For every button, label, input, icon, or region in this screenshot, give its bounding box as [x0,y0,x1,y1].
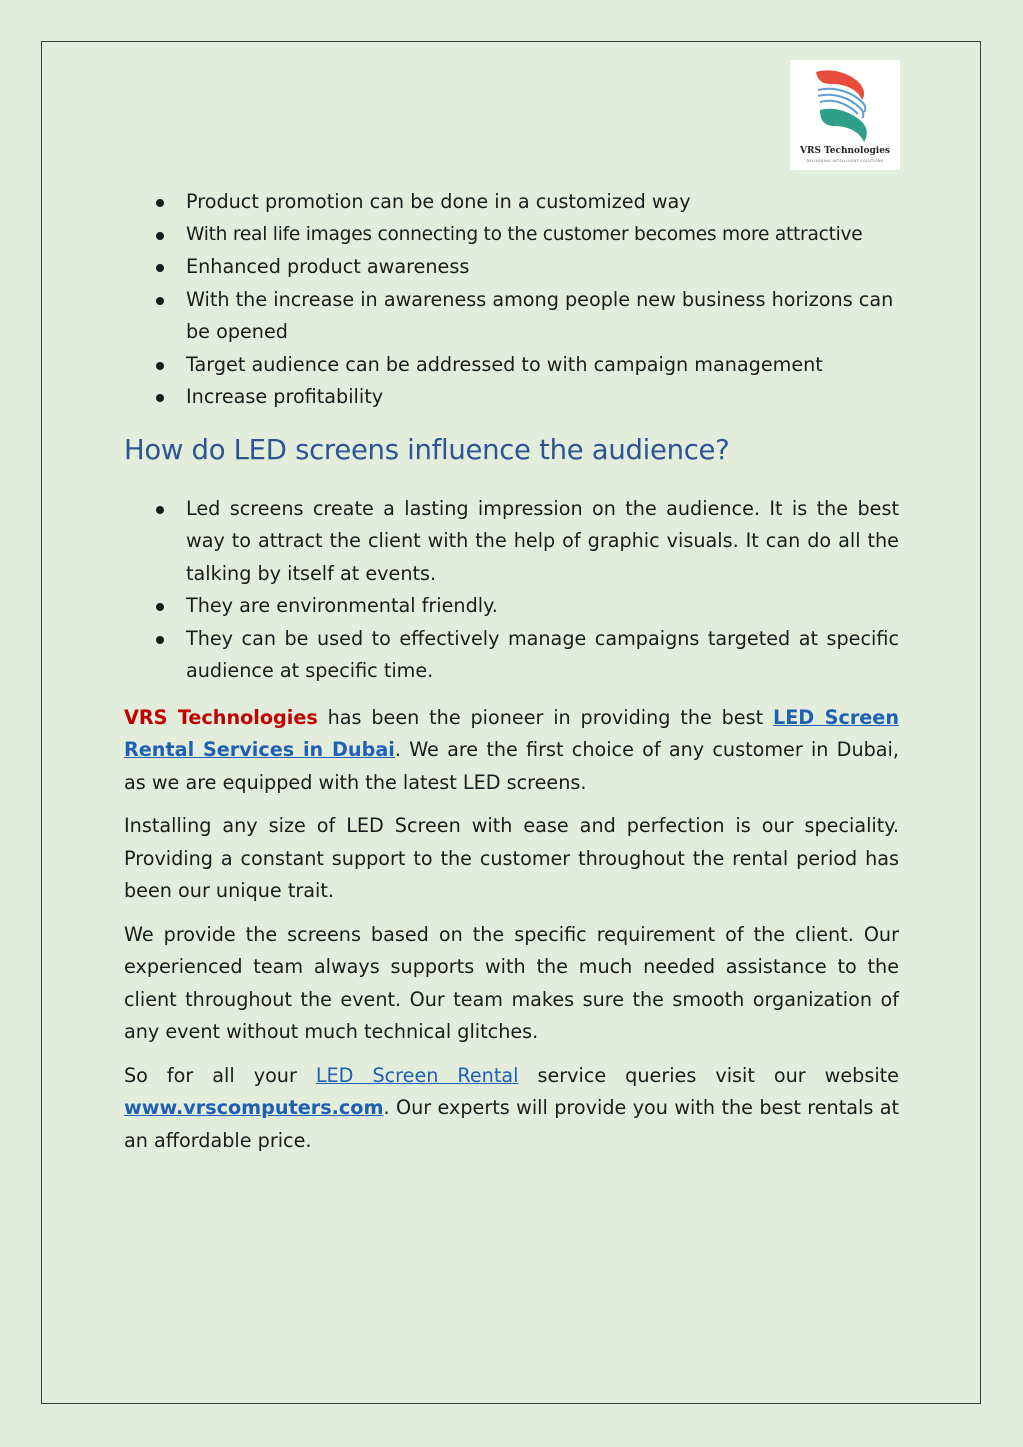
list-item: Led screens create a lasting impression on the audience. It is the best way to attract the client with the help of graphic visuals. It can do all the talking by itself at events. [124,493,899,591]
bullet-icon [156,362,164,370]
list-item: They are environmental friendly. [124,590,899,623]
list-item: With the increase in awareness among people new business horizons can be opened [124,284,899,349]
paragraph-intro: VRS Technologies has been the pioneer in providing the best LED Screen Rental Services in Dubai. We are the first choice of any customer in Dubai, as we are equipped with the latest LED screens. [124,705,899,794]
paragraph-installation: Installing any size of LED Screen with ease and perfection is our speciality. Providing a constant support to the customer throughout the rental period has been our unique trait. [124,814,899,902]
list-item: Target audience can be addressed to with campaign management [124,349,899,382]
bullet-icon [156,506,164,514]
list-item: With real life images connecting to the customer becomes more attractive [124,219,899,252]
document-body [124,186,899,1157]
website-link[interactable]: www.vrscomputers.com [124,1096,384,1119]
led-rental-dubai-link[interactable]: LED Screen Rental Services in Dubai [124,705,899,761]
logo-tagline: DELIVERING INTELLIGENT SOLUTIONS [806,159,884,163]
section-heading: How do LED screens influence the audience? [124,433,730,466]
bullet-icon [156,394,164,402]
company-logo [790,60,900,170]
list-item: Increase profitability [124,381,899,414]
benefits-list [124,186,899,414]
brand-name: VRS Technologies [124,705,318,729]
bullet-icon [156,636,164,644]
bullet-icon [156,232,164,240]
influence-list [124,493,899,688]
paragraph-contact: So for all your LED Screen Rental service queries visit our website www.vrscomputers.com. Our experts will provide you with the best rentals at an affordable price. [124,1063,899,1152]
logo-company-name: VRS Technologies [800,146,890,156]
list-item: Enhanced product awareness [124,251,899,284]
bullet-icon [156,199,164,207]
paragraph-requirements: We provide the screens based on the specific requirement of the client. Our experienced team always supports with the much needed assistance to the client throughout the event. Our team makes sure the smooth organization of any event without much technical glitches. [124,922,899,1043]
led-rental-link[interactable]: LED Screen Rental [315,1063,519,1087]
bullet-icon [156,264,164,272]
bullet-icon [156,297,164,305]
list-item: They can be used to effectively manage campaigns targeted at specific audience at specific time. [124,623,899,688]
bullet-icon [156,603,164,611]
list-item: Product promotion can be done in a customized way [124,186,899,219]
logo-waves-icon [812,66,878,146]
